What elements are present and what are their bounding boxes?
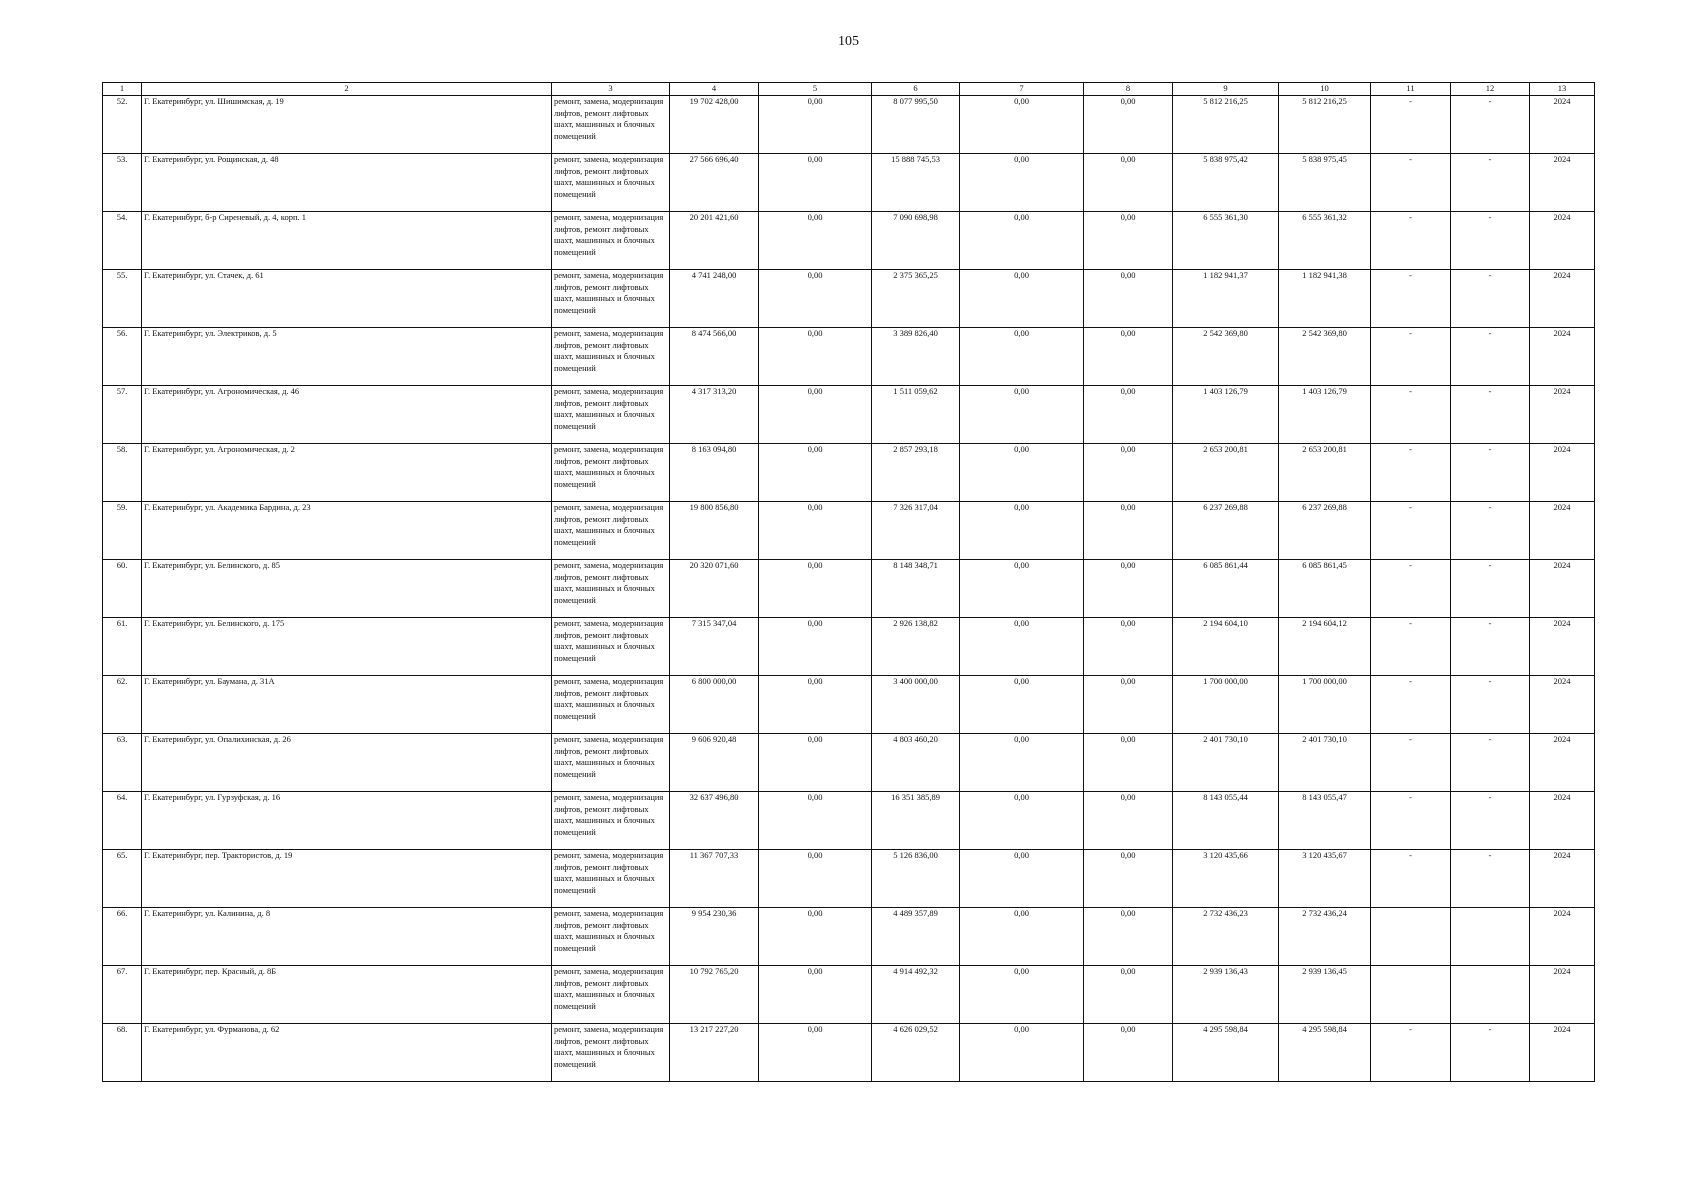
col-9-cell: 1 700 000,00 — [1173, 676, 1279, 734]
col-12-cell: - — [1451, 560, 1530, 618]
col-7-cell: 0,00 — [960, 386, 1084, 444]
col-8-cell: 0,00 — [1084, 444, 1173, 502]
address-cell: Г. Екатеринбург, ул. Гурзуфская, д. 16 — [142, 792, 552, 850]
col-5-cell: 0,00 — [759, 1024, 872, 1082]
table-row — [103, 966, 1595, 1024]
col-7-cell: 0,00 — [960, 502, 1084, 560]
col-12-cell: - — [1451, 618, 1530, 676]
col-4-cell: 4 317 313,20 — [670, 386, 759, 444]
row-number-cell: 55. — [103, 270, 142, 328]
col-12-cell: - — [1451, 792, 1530, 850]
col-12-cell: - — [1451, 444, 1530, 502]
col-10-cell: 8 143 055,47 — [1279, 792, 1371, 850]
table-row — [103, 792, 1595, 850]
year-cell: 2024 — [1530, 96, 1595, 154]
year-cell: 2024 — [1530, 908, 1595, 966]
work-type-cell: ремонт, замена, модернизация лифтов, ремонт лифтовых шахт, машинных и блочных помещений — [552, 96, 670, 154]
col-6-cell: 7 090 698,98 — [872, 212, 960, 270]
col-10-cell: 2 939 136,45 — [1279, 966, 1371, 1024]
column-number-12: 12 — [1451, 83, 1530, 96]
col-10-cell: 5 838 975,45 — [1279, 154, 1371, 212]
work-type-cell: ремонт, замена, модернизация лифтов, ремонт лифтовых шахт, машинных и блочных помещений — [552, 328, 670, 386]
column-number-13: 13 — [1530, 83, 1595, 96]
year-cell: 2024 — [1530, 328, 1595, 386]
table-row — [103, 212, 1595, 270]
col-9-cell: 1 403 126,79 — [1173, 386, 1279, 444]
address-cell: Г. Екатеринбург, ул. Баумана, д. 31А — [142, 676, 552, 734]
col-7-cell: 0,00 — [960, 154, 1084, 212]
year-cell: 2024 — [1530, 966, 1595, 1024]
col-12-cell — [1451, 966, 1530, 1024]
year-cell: 2024 — [1530, 270, 1595, 328]
col-5-cell: 0,00 — [759, 96, 872, 154]
table-row — [103, 444, 1595, 502]
row-number-cell: 66. — [103, 908, 142, 966]
col-5-cell: 0,00 — [759, 676, 872, 734]
column-number-row — [103, 83, 1595, 96]
col-8-cell: 0,00 — [1084, 328, 1173, 386]
repair-schedule-table — [102, 82, 1595, 1082]
work-type-cell: ремонт, замена, модернизация лифтов, ремонт лифтовых шахт, машинных и блочных помещений — [552, 850, 670, 908]
year-cell: 2024 — [1530, 154, 1595, 212]
col-12-cell: - — [1451, 676, 1530, 734]
col-5-cell: 0,00 — [759, 734, 872, 792]
col-8-cell: 0,00 — [1084, 618, 1173, 676]
col-4-cell: 6 800 000,00 — [670, 676, 759, 734]
col-7-cell: 0,00 — [960, 676, 1084, 734]
col-11-cell: - — [1371, 1024, 1451, 1082]
address-cell: Г. Екатеринбург, ул. Стачек, д. 61 — [142, 270, 552, 328]
year-cell: 2024 — [1530, 212, 1595, 270]
col-9-cell: 2 732 436,23 — [1173, 908, 1279, 966]
row-number-cell: 59. — [103, 502, 142, 560]
col-10-cell: 2 542 369,80 — [1279, 328, 1371, 386]
col-10-cell: 6 085 861,45 — [1279, 560, 1371, 618]
row-number-cell: 63. — [103, 734, 142, 792]
col-4-cell: 20 320 071,60 — [670, 560, 759, 618]
row-number-cell: 62. — [103, 676, 142, 734]
col-11-cell: - — [1371, 444, 1451, 502]
work-type-cell: ремонт, замена, модернизация лифтов, ремонт лифтовых шахт, машинных и блочных помещений — [552, 386, 670, 444]
col-7-cell: 0,00 — [960, 966, 1084, 1024]
col-8-cell: 0,00 — [1084, 502, 1173, 560]
col-10-cell: 2 653 200,81 — [1279, 444, 1371, 502]
col-8-cell: 0,00 — [1084, 270, 1173, 328]
column-number-1: 1 — [103, 83, 142, 96]
table-row — [103, 676, 1595, 734]
col-5-cell: 0,00 — [759, 850, 872, 908]
col-9-cell: 6 085 861,44 — [1173, 560, 1279, 618]
col-7-cell: 0,00 — [960, 618, 1084, 676]
col-4-cell: 32 637 496,80 — [670, 792, 759, 850]
col-8-cell: 0,00 — [1084, 386, 1173, 444]
col-6-cell: 2 857 293,18 — [872, 444, 960, 502]
col-11-cell: - — [1371, 154, 1451, 212]
col-5-cell: 0,00 — [759, 792, 872, 850]
column-number-7: 7 — [960, 83, 1084, 96]
col-10-cell: 1 182 941,38 — [1279, 270, 1371, 328]
col-12-cell — [1451, 908, 1530, 966]
work-type-cell: ремонт, замена, модернизация лифтов, ремонт лифтовых шахт, машинных и блочных помещений — [552, 908, 670, 966]
col-6-cell: 2 375 365,25 — [872, 270, 960, 328]
col-5-cell: 0,00 — [759, 560, 872, 618]
col-5-cell: 0,00 — [759, 966, 872, 1024]
col-12-cell: - — [1451, 502, 1530, 560]
col-7-cell: 0,00 — [960, 444, 1084, 502]
col-11-cell: - — [1371, 618, 1451, 676]
col-4-cell: 4 741 248,00 — [670, 270, 759, 328]
col-11-cell: - — [1371, 734, 1451, 792]
address-cell: Г. Екатеринбург, ул. Белинского, д. 85 — [142, 560, 552, 618]
col-12-cell: - — [1451, 212, 1530, 270]
col-6-cell: 8 148 348,71 — [872, 560, 960, 618]
address-cell: Г. Екатеринбург, ул. Калинина, д. 8 — [142, 908, 552, 966]
col-6-cell: 15 888 745,53 — [872, 154, 960, 212]
col-11-cell: - — [1371, 96, 1451, 154]
work-type-cell: ремонт, замена, модернизация лифтов, ремонт лифтовых шахт, машинных и блочных помещений — [552, 618, 670, 676]
col-4-cell: 10 792 765,20 — [670, 966, 759, 1024]
work-type-cell: ремонт, замена, модернизация лифтов, ремонт лифтовых шахт, машинных и блочных помещений — [552, 676, 670, 734]
col-6-cell: 4 914 492,32 — [872, 966, 960, 1024]
col-7-cell: 0,00 — [960, 792, 1084, 850]
table-row — [103, 734, 1595, 792]
row-number-cell: 54. — [103, 212, 142, 270]
col-10-cell: 2 194 604,12 — [1279, 618, 1371, 676]
col-4-cell: 7 315 347,04 — [670, 618, 759, 676]
col-4-cell: 13 217 227,20 — [670, 1024, 759, 1082]
col-9-cell: 2 653 200,81 — [1173, 444, 1279, 502]
work-type-cell: ремонт, замена, модернизация лифтов, ремонт лифтовых шахт, машинных и блочных помещений — [552, 270, 670, 328]
table-row — [103, 908, 1595, 966]
col-7-cell: 0,00 — [960, 328, 1084, 386]
column-number-4: 4 — [670, 83, 759, 96]
col-8-cell: 0,00 — [1084, 966, 1173, 1024]
col-6-cell: 4 489 357,89 — [872, 908, 960, 966]
col-12-cell: - — [1451, 734, 1530, 792]
col-10-cell: 6 555 361,32 — [1279, 212, 1371, 270]
col-6-cell: 1 511 059,62 — [872, 386, 960, 444]
work-type-cell: ремонт, замена, модернизация лифтов, ремонт лифтовых шахт, машинных и блочных помещений — [552, 212, 670, 270]
col-11-cell: - — [1371, 502, 1451, 560]
table-row — [103, 270, 1595, 328]
col-9-cell: 2 542 369,80 — [1173, 328, 1279, 386]
col-9-cell: 5 812 216,25 — [1173, 96, 1279, 154]
column-number-9: 9 — [1173, 83, 1279, 96]
address-cell: Г. Екатеринбург, пер. Трактористов, д. 19 — [142, 850, 552, 908]
table-row — [103, 328, 1595, 386]
col-8-cell: 0,00 — [1084, 96, 1173, 154]
col-10-cell: 6 237 269,88 — [1279, 502, 1371, 560]
address-cell: Г. Екатеринбург, ул. Белинского, д. 175 — [142, 618, 552, 676]
col-11-cell: - — [1371, 792, 1451, 850]
col-10-cell: 2 732 436,24 — [1279, 908, 1371, 966]
col-9-cell: 2 939 136,43 — [1173, 966, 1279, 1024]
col-4-cell: 27 566 696,40 — [670, 154, 759, 212]
year-cell: 2024 — [1530, 676, 1595, 734]
col-4-cell: 8 474 566,00 — [670, 328, 759, 386]
work-type-cell: ремонт, замена, модернизация лифтов, ремонт лифтовых шахт, машинных и блочных помещений — [552, 444, 670, 502]
column-number-6: 6 — [872, 83, 960, 96]
col-4-cell: 8 163 094,80 — [670, 444, 759, 502]
col-5-cell: 0,00 — [759, 154, 872, 212]
col-9-cell: 2 401 730,10 — [1173, 734, 1279, 792]
work-type-cell: ремонт, замена, модернизация лифтов, ремонт лифтовых шахт, машинных и блочных помещений — [552, 792, 670, 850]
col-5-cell: 0,00 — [759, 386, 872, 444]
col-6-cell: 3 389 826,40 — [872, 328, 960, 386]
col-8-cell: 0,00 — [1084, 908, 1173, 966]
column-number-header — [103, 83, 1595, 96]
col-4-cell: 11 367 707,33 — [670, 850, 759, 908]
col-8-cell: 0,00 — [1084, 1024, 1173, 1082]
row-number-cell: 52. — [103, 96, 142, 154]
table-row — [103, 502, 1595, 560]
col-4-cell: 19 800 856,80 — [670, 502, 759, 560]
col-10-cell: 5 812 216,25 — [1279, 96, 1371, 154]
address-cell: Г. Екатеринбург, ул. Фурманова, д. 62 — [142, 1024, 552, 1082]
column-number-2: 2 — [142, 83, 552, 96]
col-6-cell: 16 351 385,89 — [872, 792, 960, 850]
table-body — [103, 96, 1595, 1082]
year-cell: 2024 — [1530, 734, 1595, 792]
work-type-cell: ремонт, замена, модернизация лифтов, ремонт лифтовых шахт, машинных и блочных помещений — [552, 1024, 670, 1082]
column-number-3: 3 — [552, 83, 670, 96]
address-cell: Г. Екатеринбург, ул. Электриков, д. 5 — [142, 328, 552, 386]
col-11-cell: - — [1371, 850, 1451, 908]
year-cell: 2024 — [1530, 792, 1595, 850]
col-12-cell: - — [1451, 850, 1530, 908]
row-number-cell: 58. — [103, 444, 142, 502]
col-11-cell: - — [1371, 270, 1451, 328]
table-row — [103, 560, 1595, 618]
table-row — [103, 154, 1595, 212]
row-number-cell: 53. — [103, 154, 142, 212]
col-11-cell: - — [1371, 560, 1451, 618]
col-10-cell: 2 401 730,10 — [1279, 734, 1371, 792]
col-6-cell: 2 926 138,82 — [872, 618, 960, 676]
col-7-cell: 0,00 — [960, 96, 1084, 154]
address-cell: Г. Екатеринбург, ул. Шишимская, д. 19 — [142, 96, 552, 154]
work-type-cell: ремонт, замена, модернизация лифтов, ремонт лифтовых шахт, машинных и блочных помещений — [552, 154, 670, 212]
col-11-cell: - — [1371, 676, 1451, 734]
col-7-cell: 0,00 — [960, 560, 1084, 618]
col-9-cell: 4 295 598,84 — [1173, 1024, 1279, 1082]
address-cell: Г. Екатеринбург, ул. Рощинская, д. 48 — [142, 154, 552, 212]
col-10-cell: 4 295 598,84 — [1279, 1024, 1371, 1082]
col-8-cell: 0,00 — [1084, 154, 1173, 212]
table-row — [103, 386, 1595, 444]
col-12-cell: - — [1451, 328, 1530, 386]
col-9-cell: 8 143 055,44 — [1173, 792, 1279, 850]
year-cell: 2024 — [1530, 386, 1595, 444]
col-10-cell: 3 120 435,67 — [1279, 850, 1371, 908]
column-number-11: 11 — [1371, 83, 1451, 96]
col-4-cell: 9 954 230,36 — [670, 908, 759, 966]
col-10-cell: 1 403 126,79 — [1279, 386, 1371, 444]
col-6-cell: 4 803 460,20 — [872, 734, 960, 792]
year-cell: 2024 — [1530, 1024, 1595, 1082]
row-number-cell: 64. — [103, 792, 142, 850]
col-12-cell: - — [1451, 96, 1530, 154]
table-row — [103, 1024, 1595, 1082]
col-7-cell: 0,00 — [960, 734, 1084, 792]
table-row — [103, 96, 1595, 154]
work-type-cell: ремонт, замена, модернизация лифтов, ремонт лифтовых шахт, машинных и блочных помещений — [552, 560, 670, 618]
year-cell: 2024 — [1530, 560, 1595, 618]
col-11-cell — [1371, 908, 1451, 966]
row-number-cell: 57. — [103, 386, 142, 444]
col-12-cell: - — [1451, 1024, 1530, 1082]
row-number-cell: 67. — [103, 966, 142, 1024]
row-number-cell: 56. — [103, 328, 142, 386]
col-4-cell: 19 702 428,00 — [670, 96, 759, 154]
col-9-cell: 1 182 941,37 — [1173, 270, 1279, 328]
col-12-cell: - — [1451, 270, 1530, 328]
col-5-cell: 0,00 — [759, 328, 872, 386]
col-6-cell: 4 626 029,52 — [872, 1024, 960, 1082]
col-5-cell: 0,00 — [759, 618, 872, 676]
col-11-cell: - — [1371, 328, 1451, 386]
col-4-cell: 20 201 421,60 — [670, 212, 759, 270]
col-5-cell: 0,00 — [759, 908, 872, 966]
row-number-cell: 65. — [103, 850, 142, 908]
work-type-cell: ремонт, замена, модернизация лифтов, ремонт лифтовых шахт, машинных и блочных помещений — [552, 734, 670, 792]
col-5-cell: 0,00 — [759, 270, 872, 328]
address-cell: Г. Екатеринбург, ул. Агрономическая, д. 46 — [142, 386, 552, 444]
col-7-cell: 0,00 — [960, 270, 1084, 328]
col-6-cell: 8 077 995,50 — [872, 96, 960, 154]
col-7-cell: 0,00 — [960, 850, 1084, 908]
col-12-cell: - — [1451, 154, 1530, 212]
col-10-cell: 1 700 000,00 — [1279, 676, 1371, 734]
year-cell: 2024 — [1530, 618, 1595, 676]
column-number-5: 5 — [759, 83, 872, 96]
year-cell: 2024 — [1530, 502, 1595, 560]
year-cell: 2024 — [1530, 444, 1595, 502]
col-4-cell: 9 606 920,48 — [670, 734, 759, 792]
col-9-cell: 2 194 604,10 — [1173, 618, 1279, 676]
table-row — [103, 850, 1595, 908]
col-8-cell: 0,00 — [1084, 676, 1173, 734]
col-6-cell: 3 400 000,00 — [872, 676, 960, 734]
col-11-cell — [1371, 966, 1451, 1024]
col-11-cell: - — [1371, 212, 1451, 270]
col-6-cell: 5 126 836,00 — [872, 850, 960, 908]
col-11-cell: - — [1371, 386, 1451, 444]
col-7-cell: 0,00 — [960, 1024, 1084, 1082]
address-cell: Г. Екатеринбург, ул. Опалихинская, д. 26 — [142, 734, 552, 792]
table-row — [103, 618, 1595, 676]
address-cell: Г. Екатеринбург, ул. Академика Бардина, д. 23 — [142, 502, 552, 560]
row-number-cell: 61. — [103, 618, 142, 676]
work-type-cell: ремонт, замена, модернизация лифтов, ремонт лифтовых шахт, машинных и блочных помещений — [552, 966, 670, 1024]
col-12-cell: - — [1451, 386, 1530, 444]
address-cell: Г. Екатеринбург, ул. Агрономическая, д. 2 — [142, 444, 552, 502]
column-number-8: 8 — [1084, 83, 1173, 96]
col-8-cell: 0,00 — [1084, 734, 1173, 792]
col-8-cell: 0,00 — [1084, 792, 1173, 850]
year-cell: 2024 — [1530, 850, 1595, 908]
row-number-cell: 60. — [103, 560, 142, 618]
col-6-cell: 7 326 317,04 — [872, 502, 960, 560]
col-9-cell: 6 237 269,88 — [1173, 502, 1279, 560]
col-9-cell: 5 838 975,42 — [1173, 154, 1279, 212]
row-number-cell: 68. — [103, 1024, 142, 1082]
col-5-cell: 0,00 — [759, 444, 872, 502]
page-number: 105 — [838, 34, 859, 49]
col-5-cell: 0,00 — [759, 212, 872, 270]
col-8-cell: 0,00 — [1084, 212, 1173, 270]
col-7-cell: 0,00 — [960, 212, 1084, 270]
col-9-cell: 6 555 361,30 — [1173, 212, 1279, 270]
col-8-cell: 0,00 — [1084, 560, 1173, 618]
work-type-cell: ремонт, замена, модернизация лифтов, ремонт лифтовых шахт, машинных и блочных помещений — [552, 502, 670, 560]
address-cell: Г. Екатеринбург, пер. Красный, д. 8Б — [142, 966, 552, 1024]
col-8-cell: 0,00 — [1084, 850, 1173, 908]
address-cell: Г. Екатеринбург, б-р Сиреневый, д. 4, корп. 1 — [142, 212, 552, 270]
col-5-cell: 0,00 — [759, 502, 872, 560]
column-number-10: 10 — [1279, 83, 1371, 96]
col-9-cell: 3 120 435,66 — [1173, 850, 1279, 908]
col-7-cell: 0,00 — [960, 908, 1084, 966]
